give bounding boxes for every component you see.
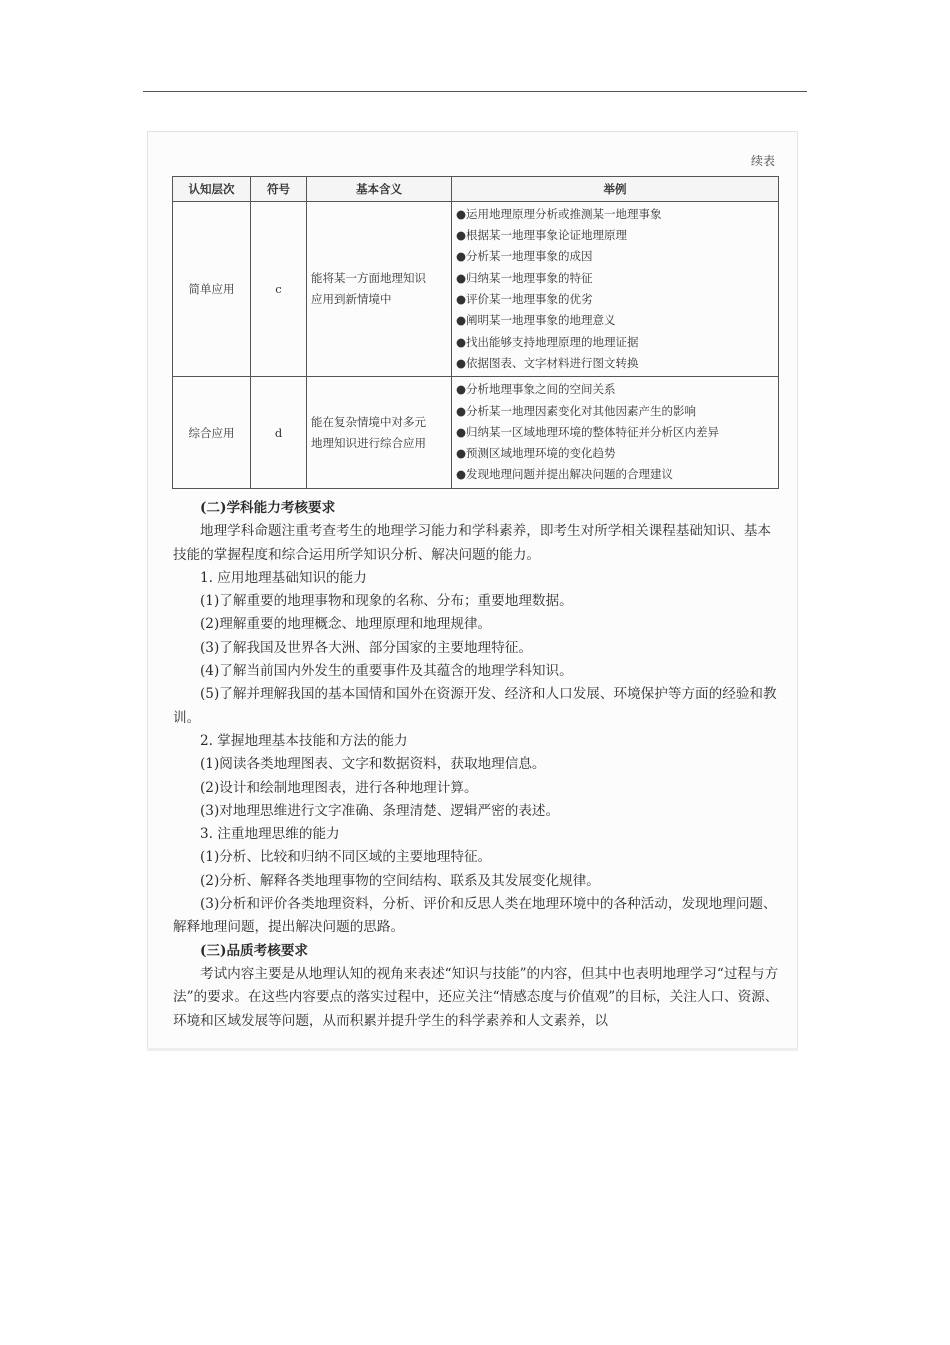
list-item: (2)分析、解释各类地理事物的空间结构、联系及其发展变化规律。 (200, 872, 600, 889)
table-row (173, 202, 779, 377)
subsection-heading: 2. 掌握地理基本技能和方法的能力 (200, 732, 408, 749)
examples-cell (452, 202, 779, 377)
example-item: ●找出能够支持地理原理的地理证据 (456, 334, 639, 349)
symbol-cell: c (251, 202, 307, 377)
example-item: ●分析某一地理事象的成因 (456, 249, 593, 264)
list-item: (1)分析、比较和归纳不同区域的主要地理特征。 (200, 849, 492, 866)
example-item: ●依据图表、文字材料进行图文转换 (456, 355, 639, 370)
subsection-heading: 3. 注重地理思维的能力 (200, 826, 340, 843)
list-item: (2)理解重要的地理概念、地理原理和地理规律。 (200, 616, 492, 633)
table-row (173, 377, 779, 489)
example-item: ●根据某一地理事象论证地理原理 (456, 228, 628, 243)
cognitive-level-table (172, 176, 779, 489)
example-item: ●归纳某一地理事象的特征 (456, 270, 593, 285)
meaning-cell (307, 202, 452, 377)
col-header-meaning: 基本含义 (307, 177, 452, 202)
list-item: (1)了解重要的地理事物和现象的名称、分布；重要地理数据。 (200, 593, 573, 610)
example-item: ●归纳某一区域地理环境的整体特征并分析区内差异 (456, 424, 720, 439)
example-item: ●预测区域地理环境的变化趋势 (456, 446, 616, 461)
example-item: ●评价某一地理事象的优劣 (456, 292, 593, 306)
level-cell: 综合应用 (173, 377, 251, 489)
example-item: ●运用地理原理分析或推测某一地理事象 (456, 206, 662, 221)
list-item: (3)了解我国及世界各大洲、部分国家的主要地理特征。 (200, 639, 532, 656)
list-item: (2)设计和绘制地理图表，进行各种地理计算。 (200, 779, 478, 796)
subsection-heading: 1. 应用地理基础知识的能力 (200, 569, 367, 586)
example-item: ●发现地理问题并提出解决问题的合理建议 (456, 467, 674, 482)
symbol-cell: d (251, 377, 307, 489)
header-rule (143, 91, 807, 92)
paragraph: 考试内容主要是从地理认知的视角来表述“知识与技能”的内容，但其中也表明地理学习“过程与方法”的要求。在这些内容要点的落实过程中，还应关注“情感态度与价值观”的目标，关注人口、资源、环境和区域发展等问题，从而积累并提升学生的科学素养和人文素养，以 (173, 965, 779, 1029)
page-cut-edge (147, 1048, 798, 1051)
col-header-level: 认知层次 (173, 177, 251, 202)
paragraph: 地理学科命题注重考查考生的地理学习能力和学科素养，即考生对所学相关课程基础知识、基本技能的掌握程度和综合运用所学知识分析、解决问题的能力。 (173, 523, 771, 563)
list-item: (1)阅读各类地理图表、文字和数据资料，获取地理信息。 (200, 756, 546, 773)
section-heading: (二)学科能力考核要求 (200, 500, 336, 516)
example-item: ●阐明某一地理事象的地理意义 (456, 313, 616, 328)
list-item: (3)对地理思维进行文字准确、条理清楚、逻辑严密的表述。 (200, 802, 560, 819)
meaning-line: 地理知识进行综合应用 (311, 435, 426, 450)
meaning-line: 能将某一方面地理知识 (311, 271, 426, 285)
list-item: (4)了解当前国内外发生的重要事件及其蕴含的地理学科知识。 (200, 663, 573, 680)
examples-cell (452, 377, 779, 489)
meaning-cell (307, 377, 452, 489)
meaning-line: 应用到新情境中 (311, 292, 392, 306)
example-item: ●分析地理事象之间的空间关系 (456, 382, 616, 397)
section-heading: (三)品质考核要求 (200, 942, 309, 959)
scanned-page (147, 131, 798, 1051)
list-item: (3)分析和评价各类地理资料，分析、评价和反思人类在地理环境中的各种活动，发现地理问题、解释地理问题，提出解决问题的思路。 (173, 896, 777, 936)
example-item: ●分析某一地理因素变化对其他因素产生的影响 (456, 403, 697, 418)
body-text (173, 497, 779, 1033)
meaning-line: 能在复杂情境中对多元 (311, 414, 426, 429)
level-cell: 简单应用 (173, 202, 251, 377)
col-header-examples: 举例 (452, 177, 779, 202)
table-header-row (173, 177, 779, 202)
continued-label: 续表 (750, 154, 775, 168)
list-item: (5)了解并理解我国的基本国情和国外在资源开发、经济和人口发展、环境保护等方面的经验和教训。 (173, 686, 777, 726)
col-header-symbol: 符号 (251, 177, 307, 202)
